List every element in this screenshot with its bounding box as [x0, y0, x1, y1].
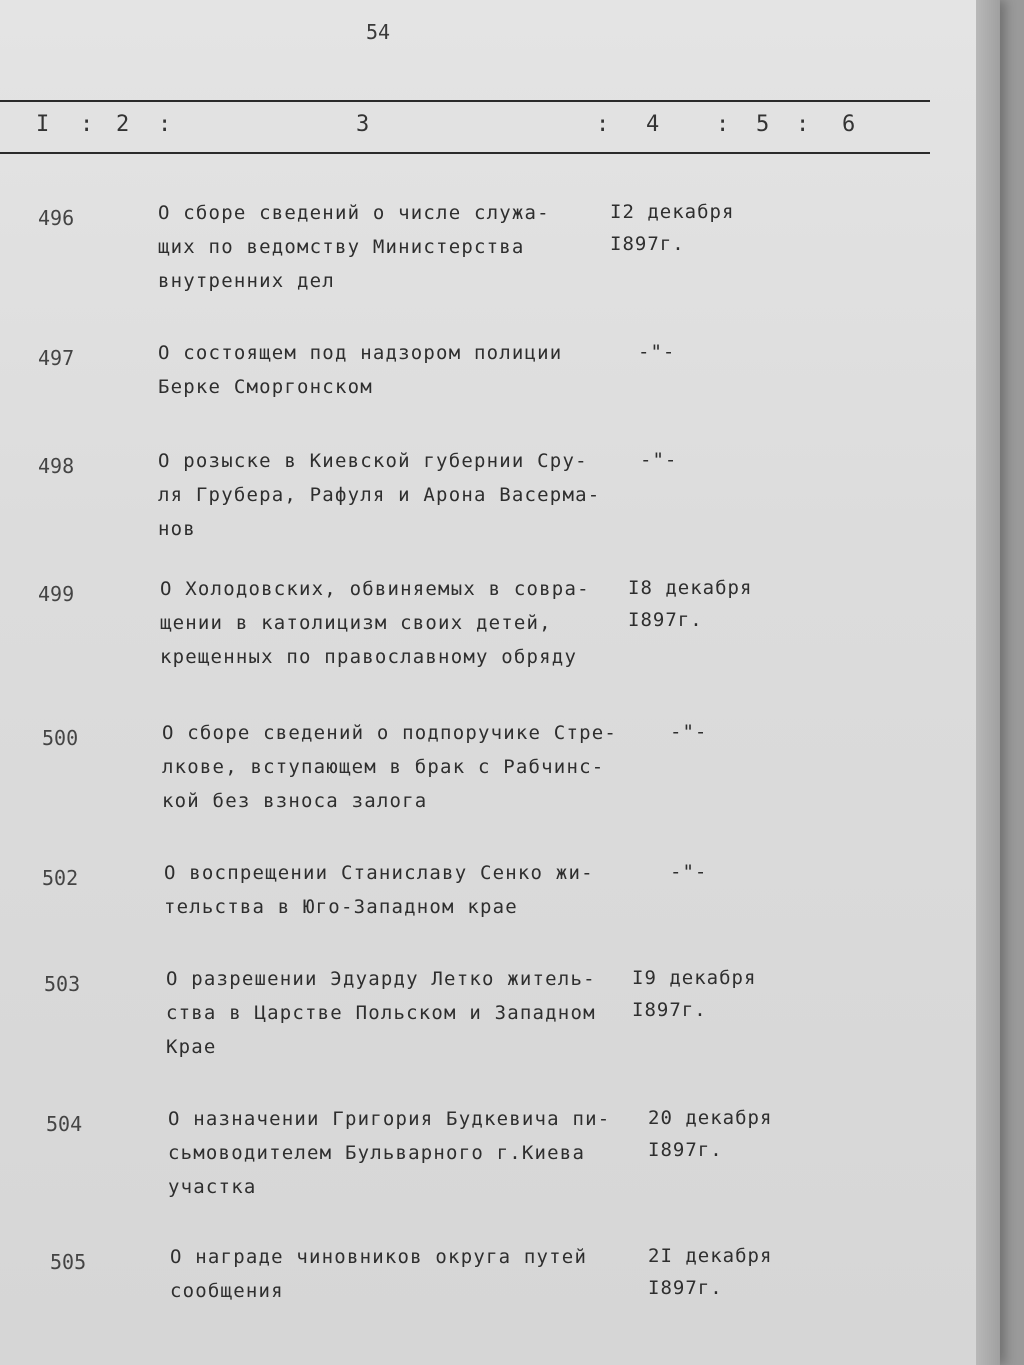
- column-header-1: I: [36, 112, 52, 137]
- entry-description: О награде чиновников округа путей сообщения: [170, 1246, 588, 1302]
- column-header-3: 3: [356, 112, 372, 137]
- header-rule-top: [0, 100, 930, 102]
- entry-description: О состоящем под надзором полиции Берке Сморгонском: [158, 342, 563, 398]
- entry-date-ditto: -"-: [670, 861, 708, 883]
- entry-date-ditto: -"-: [640, 449, 678, 471]
- entry-number: 498: [38, 454, 75, 478]
- entry-description: О сборе сведений о числе служа- щих по ведомству Министерства внутренних дел: [158, 202, 550, 292]
- entry-number: 500: [42, 726, 79, 750]
- entry-description: О назначении Григория Будкевича пи- сьмоводителем Бульварного г.Киева участка: [168, 1108, 611, 1198]
- column-header-separator: :: [716, 112, 732, 137]
- entry-number: 503: [44, 972, 81, 996]
- entry-description: О воспрещении Станиславу Сенко жи- тельства в Юго-Западном крае: [164, 862, 594, 918]
- column-header-6: 6: [842, 112, 858, 137]
- entry-number: 497: [38, 346, 75, 370]
- entry-date: 20 декабря I897г.: [648, 1107, 773, 1161]
- entry-number: 496: [38, 206, 75, 230]
- entry-date: I9 декабря I897г.: [632, 967, 757, 1021]
- entry-date: 2I декабря I897г.: [648, 1245, 773, 1299]
- column-header-separator: :: [596, 112, 612, 137]
- entry-description: О разрешении Эдуарду Летко житель- ства в Царстве Польском и Западном Крае: [166, 968, 596, 1058]
- page-edge-shadow: [976, 0, 1000, 1365]
- column-header-5: 5: [756, 112, 772, 137]
- column-header-separator: :: [158, 112, 174, 137]
- column-header-4: 4: [646, 112, 662, 137]
- entry-description: О Холодовских, обвиняемых в совра- щении в католицизм своих детей, крещенных по православному обряду: [160, 578, 590, 668]
- entry-number: 499: [38, 582, 75, 606]
- column-header-separator: :: [80, 112, 96, 137]
- entry-date-ditto: -"-: [670, 721, 708, 743]
- page-number: 54: [366, 20, 391, 44]
- column-header-separator: :: [796, 112, 812, 137]
- entry-number: 505: [50, 1250, 87, 1274]
- entry-date: I8 декабря I897г.: [628, 577, 753, 631]
- entry-description: О розыске в Киевской губернии Сру- ля Грубера, Рафуля и Арона Васерма- нов: [158, 450, 601, 540]
- entry-description: О сборе сведений о подпоручике Стре- лкове, вступающем в брак с Рабчинс- кой без взноса залога: [162, 722, 618, 812]
- entry-date-ditto: -"-: [638, 341, 676, 363]
- column-header-2: 2: [116, 112, 132, 137]
- entry-date: I2 декабря I897г.: [610, 201, 735, 255]
- entry-number: 502: [42, 866, 79, 890]
- entry-number: 504: [46, 1112, 83, 1136]
- header-rule-bottom: [0, 152, 930, 154]
